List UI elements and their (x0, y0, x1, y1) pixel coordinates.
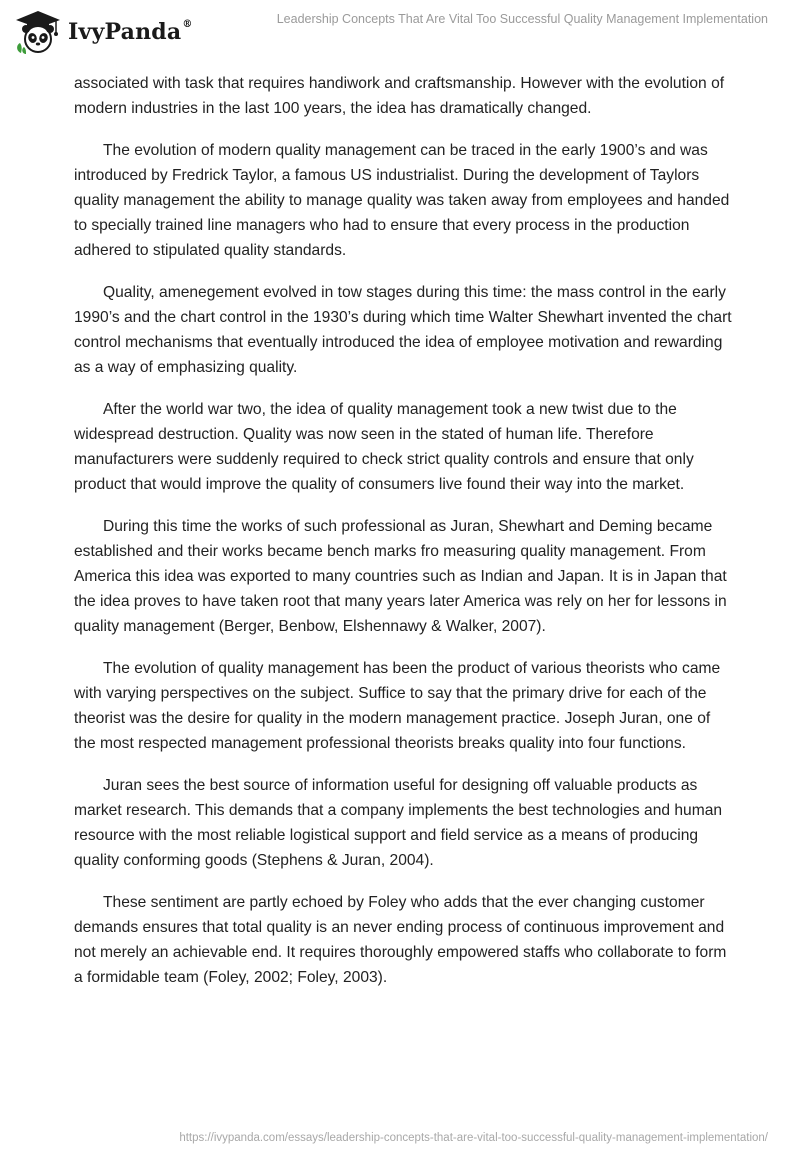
paragraph: associated with task that requires handiwork and craftsmanship. However with the evolution of modern industries in the last 100 years, the idea has dramatically changed. (74, 75, 725, 117)
essay-body (74, 71, 734, 1007)
ivypanda-logo[interactable] (14, 8, 193, 56)
paragraph: The evolution of modern quality management can be traced in the early 1900’s and was introduced by Fredrick Taylor, a famous US industrialist. During the development of Taylors quality management the ability to manage quality was taken away from employees and handed to specially trained line managers who had to ensure that every process in the production adhered to stipulated quality standards. (74, 142, 730, 259)
registered-mark: ® (182, 18, 193, 30)
paragraph: These sentiment are partly echoed by Foley who adds that the ever changing customer demands ensures that total quality is an never ending process of continuous improvement and not merely an achievable end. It requires thoroughly empowered staffs who collaborate to form a formidable team (Foley, 2002; Foley, 2003). (74, 894, 727, 986)
paragraph: Quality, amenegement evolved in tow stages during this time: the mass control in the early 1990’s and the chart control in the 1930’s during which time Walter Shewhart invented the chart control mechanisms that eventually introduced the idea of employee motivation and rewarding as a way of emphasizing quality. (74, 284, 732, 376)
paragraph: During this time the works of such professional as Juran, Shewhart and Deming became established and their works became bench marks fro measuring quality management. From America this idea was exported to many countries such as Indian and Japan. It is in Japan that the idea proves to have taken root that many years later America was rely on her for lessons in quality management (Berger, Benbow, Elshennawy & Walker, 2007). (74, 518, 727, 635)
essay-title: Leadership Concepts That Are Vital Too Successful Quality Management Implementation (276, 12, 768, 26)
brand-label: IvyPanda (68, 19, 182, 45)
paragraph: Juran sees the best source of information useful for designing off valuable products as market research. This demands that a company implements the best technologies and human resource with the most reliable logistical support and field service as a means of producing quality conforming goods (Stephens & Juran, 2004). (74, 777, 723, 869)
panda-graduation-cap-icon (14, 9, 62, 55)
paragraph: The evolution of quality management has been the product of various theorists who came with varying perspectives on the subject. Suffice to say that the primary drive for each of the theorist was the desire for quality in the modern management practice. Joseph Juran, one of the most respected management professional theorists breaks quality into four functions. (74, 660, 721, 752)
brand-name (68, 19, 193, 45)
source-url[interactable]: https://ivypanda.com/essays/leadership-concepts-that-are-vital-too-successful-quality-management-implementation/ (179, 1132, 768, 1144)
paragraph: After the world war two, the idea of quality management took a new twist due to the widespread destruction. Quality was now seen in the stated of human life. Therefore manufacturers were suddenly required to check strict quality controls and ensure that only product that would improve the quality of consumers live found their way into the market. (74, 401, 694, 493)
page-header (0, 0, 800, 62)
